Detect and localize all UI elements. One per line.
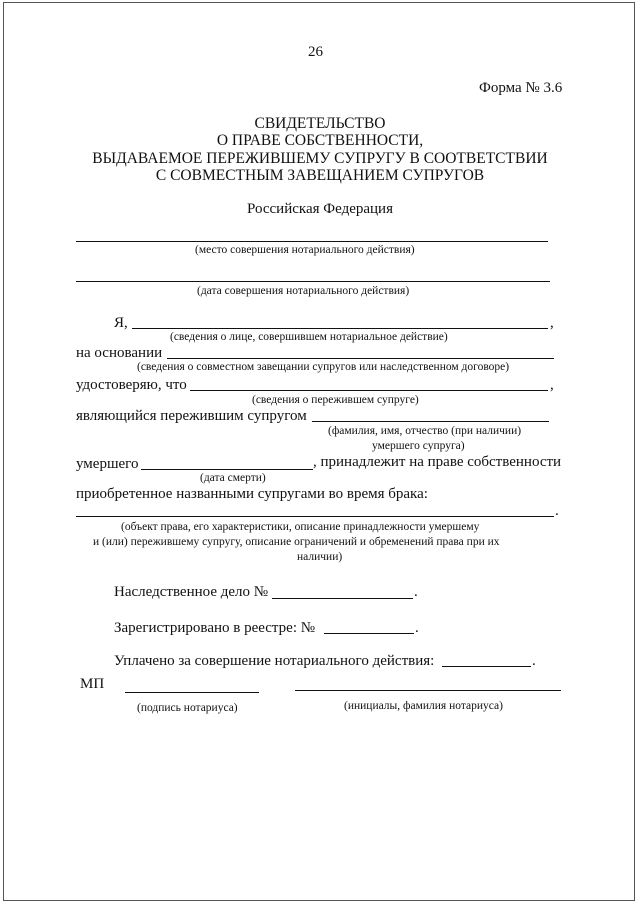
title-line-1: СВИДЕТЕЛЬСТВО: [254, 115, 386, 132]
country-name: Российская Федерация: [247, 201, 393, 217]
paid-amount-line[interactable]: [442, 666, 531, 667]
notary-info-line[interactable]: [132, 328, 548, 329]
place-field-line[interactable]: [76, 241, 548, 242]
object-caption-1: (объект права, его характеристики, описание принадлежности умершему: [121, 521, 480, 533]
object-caption-2: и (или) пережившему супругу, описание ограничений и обременений права при их: [93, 536, 500, 548]
registry-label: Зарегистрировано в реестре: №: [114, 620, 316, 636]
form-number: Форма № 3.6: [479, 80, 563, 96]
object-caption-3: наличии): [297, 551, 343, 563]
deceased-label: умершего: [76, 456, 139, 472]
registry-number-line[interactable]: [324, 633, 414, 634]
title-line-2: О ПРАВЕ СОБСТВЕННОСТИ,: [216, 132, 424, 149]
certify-caption: (сведения о пережившем супруге): [252, 394, 419, 406]
title-line-4: С СОВМЕСТНЫМ ЗАВЕЩАНИЕМ СУПРУГОВ: [155, 167, 485, 184]
page-number: 26: [308, 44, 323, 60]
surviving-spouse-line[interactable]: [190, 390, 548, 391]
notary-signature-line[interactable]: [125, 692, 259, 693]
death-date-caption: (дата смерти): [200, 472, 266, 484]
certify-label: удостоверяю, что: [76, 377, 187, 393]
deceased-spouse-name-line[interactable]: [312, 421, 549, 422]
certify-comma: ,: [550, 377, 554, 393]
case-period: .: [414, 584, 418, 600]
object-period: .: [555, 503, 559, 519]
signature-caption: (подпись нотариуса): [137, 702, 238, 714]
death-date-line[interactable]: [141, 469, 313, 470]
survivor-caption-1: (фамилия, имя, отчество (при наличии): [328, 425, 522, 437]
date-field-line[interactable]: [76, 281, 550, 282]
name-caption: (инициалы, фамилия нотариуса): [344, 700, 503, 712]
acquired-label: приобретенное названными супругами во время брака:: [76, 486, 428, 502]
place-caption: (место совершения нотариального действия): [195, 244, 415, 256]
notary-name-line[interactable]: [295, 690, 561, 691]
basis-caption: (сведения о совместном завещании супругов или наследственном договоре): [137, 361, 510, 373]
seal-label: МП: [80, 676, 105, 692]
survivor-caption-2: умершего супруга): [372, 440, 465, 452]
case-label: Наследственное дело №: [114, 584, 269, 600]
ya-comma: ,: [550, 315, 554, 331]
case-number-line[interactable]: [272, 598, 413, 599]
owns-label: , принадлежит на праве собственности: [313, 454, 562, 470]
paid-label: Уплачено за совершение нотариального действия:: [114, 653, 435, 669]
paid-period: .: [532, 653, 536, 669]
survivor-label: являющийся пережившим супругом: [76, 408, 307, 424]
registry-period: .: [415, 620, 419, 636]
title-line-3: ВЫДАВАЕМОЕ ПЕРЕЖИВШЕМУ СУПРУГУ В СООТВЕТСТВИИ: [92, 150, 548, 167]
ya-label: Я,: [114, 315, 128, 331]
basis-field-line[interactable]: [167, 358, 554, 359]
ya-caption: (сведения о лице, совершившем нотариальное действие): [170, 331, 448, 343]
date-caption: (дата совершения нотариального действия): [197, 285, 410, 297]
property-object-line[interactable]: [76, 516, 554, 517]
basis-label: на основании: [76, 345, 163, 361]
